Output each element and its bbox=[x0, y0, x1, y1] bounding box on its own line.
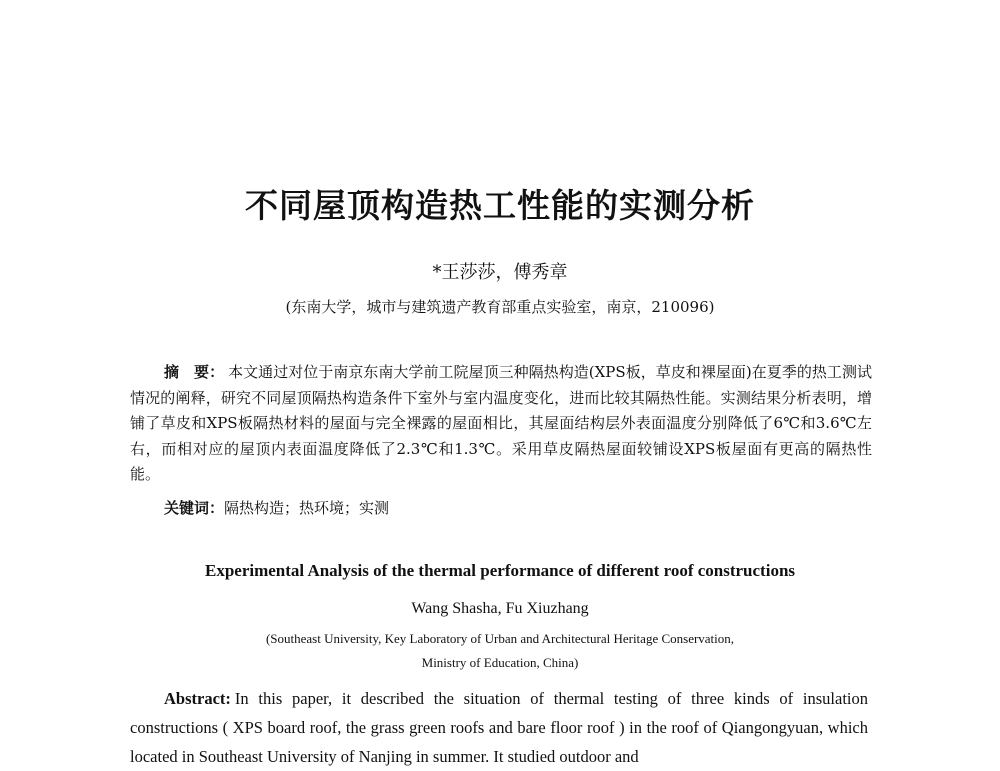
abstract-english-text: In this paper, it described the situation of thermal testing of three kinds of insulation constructions ( XPS board roof, the grass green roofs and bare floor roof ) in the roof of Qiangongyuan, which located in Southeast University of Nanjing in summer. It studied outdoor and bbox=[130, 689, 868, 766]
abstract-english bbox=[130, 684, 868, 771]
affiliation-chinese: (东南大学，城市与建筑遗产教育部重点实验室，南京，210096) bbox=[285, 298, 715, 316]
authors-english: Wang Shasha, Fu Xiuzhang bbox=[411, 600, 589, 617]
abstract-chinese-text: 本文通过对位于南京东南大学前工院屋顶三种隔热构造(XPS板，草皮和裸屋面)在夏季的热工测试情况的阐释，研究不同屋顶隔热构造条件下室外与室内温度变化，进而比较其隔热性能。实测结果分析表明，增铺了草皮和XPS板隔热材料的屋面与完全裸露的屋面相比，其屋面结构层外表面温度分别降低了6℃和3.6℃左右，而相对应的屋顶内表面温度降低了2.3℃和1.3℃。采用草皮隔热屋面较铺设XPS板屋面有更高的隔热性能。 bbox=[130, 363, 872, 483]
abstract-chinese-label: 摘 要： bbox=[164, 363, 225, 381]
affiliation-english bbox=[0, 627, 1000, 675]
paper-title-chinese: 不同屋顶构造热工性能的实测分析 bbox=[245, 186, 755, 225]
authors-chinese: *王莎莎，傅秀章 bbox=[432, 262, 568, 283]
affiliation-english-line-1: (Southeast University, Key Laboratory of Urban and Architectural Heritage Conservation, bbox=[265, 631, 735, 646]
keywords-chinese-label: 关键词： bbox=[164, 499, 225, 517]
paper-title-english: Experimental Analysis of the thermal performance of different roof constructions bbox=[204, 561, 796, 580]
affiliation-english-line-2: Ministry of Education, China) bbox=[421, 655, 579, 670]
keywords-chinese-text: 隔热构造；热环境；实测 bbox=[224, 499, 390, 517]
abstract-english-label: Abstract: bbox=[164, 689, 231, 708]
keywords-chinese bbox=[164, 497, 389, 518]
abstract-chinese bbox=[130, 360, 872, 488]
